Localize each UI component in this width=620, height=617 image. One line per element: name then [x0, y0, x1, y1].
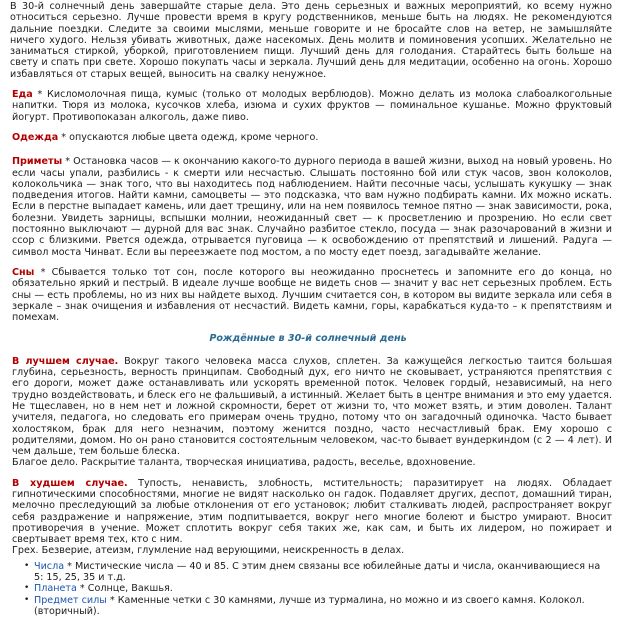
list-item-numbers: • Числа * Мистические числа — 40 и 85. С этим днем связаны все юбилейные даты и числа, оканчивающиеся на 5: 15, 25, 35 и т.д.	[24, 560, 601, 584]
omens-label: Приметы	[12, 156, 63, 168]
best-case-label: В лучшем случае.	[12, 355, 119, 367]
list-item-power-object: • Предмет силы * Каменные четки с 30 камнями, лучше из турмалина, но можно и из своего камня. Колокол. (вторичный).	[24, 594, 585, 617]
intro-paragraph: В 30-й солнечный день завершайте старые дела. Это день серьезных и важных мероприятий, ко всему нужно относиться серьезно. Лучше провести время в кругу родственников, меньше быть на людях. Не рекомендуются дальние поездки. Следите за своими мыслями, меньше говорите и не бросайте слов на ветер, не замышляйте ничего худого. Нельзя убивать животных, даже насекомых. День молитв и поминовения усопших. Желательно не заниматься стиркой, уборкой, приготовлением пищи. Лучший день для голодания. Старайтесь быть больше на свету и спать при свете. Хорошо покупать часы и зеркала. Лучший день для медитации, особенно на огонь. Хорошо избавляться от старых вещей, выносить на свалку ненужное.	[10, 1, 612, 80]
food-label: Еда	[12, 89, 33, 101]
best-case-text: Вокруг такого человека масса слухов, сплетен. За кажущейся легкостью таится большая глубина, серьезность, верность принципам. Свободный дух, его ничто не сковывает, устраняются препятствия с его дороги, может даже останавливать или ускорять временной поток. Человек гордый, независимый, на него трудно воздействовать, и блеск его не фальшивый, а истинный. Желает быть в центре внимания и это ему удается. Не тщеславен, но в нем нет и ложной скромности, берет от жизни то, что может взять, и этим доволен. Талант учителя, педагога, но следовать его примерам очень трудно, потому что он загадочный одиночка. Часто бывает холостяком, брак для него незначим, поэтому женится поздно, часто несчастливый брак. Ему хорошо с родителями, домом. Но он рано становится состоятельным человеком, час-то бывает вундеркиндом (с 2 — 4 лет). И чем дальше, тем больше блеска.	[12, 355, 612, 458]
omens-section: Приметы * Остановка часов — к окончанию какого-то дурного периода в вашей жизни, выход на новый уровень. Но если часы упали, разбились - к смерти или несчастью. Слышать постоянно бой или стук часов, звон колоколов, колокольчика — знак того, что вы находитесь под наблюдением. Найти песочные часы, услышать кукушку — знак подведения итогов. Найти камни, самоцветы — это подсказка, что вам нужно подбирать камни. Их можно искать. Если в перстне выпадает камень, или дает трещину, или на нем появилось темное пятно — знак зависимости, рока, болезни. Увидеть зарницы, вспышки молнии, неожиданный свет — к просветлению и прозрению. Но если свет постоянно выключают — дурной для вас знак. Случайно разбитое стекло, посуда — знак разочарований в жизни и ссор с близкими. Рвется одежда, отрывается пуговица — к освобождению от препятствий и лишений. Радуга — символ моста Чинват. Если вы переезжаете под мостом, а по мосту едет поезд, загадывайте желание.	[12, 156, 612, 258]
gifts-line: Благое дело. Раскрытие таланта, творческая инициатива, радость, веселье, вдохновение.	[12, 457, 476, 469]
attributes-list	[4, 561, 612, 617]
bullet-icon: •	[24, 583, 30, 594]
food-text: Кисломолочная пища, кумыс (только от молодых верблюдов). Можно делать из молока слабоалкогольные напитки. Тюря из молока, кусочков хлеба, изюма и сухих фруктов — поминальное кушанье. Можно фруктовый йогурт. Противопоказан алкоголь, даже пиво.	[12, 89, 612, 123]
omens-text: Остановка часов — к окончанию какого-то дурного периода в вашей жизни, выход на новый уровень. Но если часы упали, разбились - к смерти или несчастью. Слышать постоянно бой или стук часов, звон колоколов, колокольчика — знак того, что вы находитесь под наблюдением. Найти песочные часы, услышать кукушку — знак подведения итогов. Найти камни, самоцветы — это подсказка, что вам нужно подбирать камни. Их можно искать. Если в перстне выпадает камень, или дает трещину, или на нем появилось темное пятно — знак зависимости, рока, болезни. Увидеть зарницы, вспышки молнии, неожиданный свет — к просветлению и прозрению. Но если свет постоянно выключают — дурной для вас знак. Случайно разбитое стекло, посуда — знак разочарований в жизни и ссор с близкими. Рвется одежда, отрывается пуговица — к освобождению от препятствий и лишений. Радуга — символ моста Чинват. Если вы переезжаете под мостом, а по мосту едет поезд, загадывайте желание.	[12, 156, 612, 258]
power-object-label: Предмет силы	[34, 594, 107, 606]
bullet-icon: •	[24, 560, 30, 571]
dreams-label: Сны	[12, 266, 35, 278]
worst-case-text: Тупость, ненависть, злобность, мстительность; паразитирует на людях. Обладает гипнотическими способностями, многие не видят насколько он гадок. Подавляет других, деспот, домашний тиран, мелочно преследующий за любые отклонения от его установок; любит сталкивать людей, распространяет вокруг себя раздражение и напряжение, этим подпитывается, вокруг него многие болеют и быстро умирают. Вносит противоречия в учение. Может сплотить вокруг себя таких же, как сам, и быть их лидером, но пожирает и свертывает время тех, кто с ним.	[12, 477, 612, 546]
clothing-label: Одежда	[12, 131, 59, 143]
clothing-section: Одежда * опускаются любые цвета одежд, кроме черного.	[12, 131, 319, 143]
list-item-planet: • Планета * Солнце, Вакшья.	[24, 583, 173, 595]
numbers-text: Мистические числа — 40 и 85. С этим днем связаны все юбилейные даты и числа, оканчивающиеся на 5: 15, 25, 35 и т.д.	[34, 560, 601, 584]
food-section: Еда * Кисломолочная пища, кумыс (только от молодых верблюдов). Можно делать из молока слабоалкогольные напитки. Тюря из молока, кусочков хлеба, изюма и сухих фруктов — поминальное кушанье. Можно фруктовый йогурт. Противопоказан алкоголь, даже пиво.	[12, 89, 612, 123]
dreams-text: Сбывается только тот сон, после которого вы неожиданно проснетесь и запомните его до конца, но обязательно яркий и пестрый. В идеале лучше вообще не видеть снов — значит у вас нет серьезных проблем. Есть сны — есть проблемы, но из них вы найдете выход. Лучшим считается сон, в котором вы видите зеркала или себя в зеркале – знак очищения и избавления от несчастий. Видеть камни, горы, карабкаться куда-то – к препятствиям и помехам.	[12, 266, 612, 324]
bullet-icon: •	[24, 594, 30, 605]
worst-case-section	[4, 478, 612, 546]
clothing-text: опускаются любые цвета одежд, кроме черного.	[69, 131, 319, 143]
worst-case-label: В худшем случае.	[12, 477, 128, 489]
sin-line: Грех. Безверие, атеизм, глумление над верующими, неискренность в делах.	[12, 545, 405, 557]
born-section-title: Рождённые в 30-й солнечный день	[209, 333, 407, 345]
power-object-text: Каменные четки с 30 камнями, лучше из турмалина, но можно и из своего камня. Колокол. (вторичный).	[34, 594, 585, 617]
numbers-label: Числа	[34, 560, 65, 572]
dreams-section: Сны * Сбывается только тот сон, после которого вы неожиданно проснетесь и запомните его до конца, но обязательно яркий и пестрый. В идеале лучше вообще не видеть снов — значит у вас нет серьезных проблем. Есть сны — есть проблемы, но из них вы найдете выход. Лучшим считается сон, в котором вы видите зеркала или себя в зеркале – знак очищения и избавления от несчастий. Видеть камни, горы, карабкаться куда-то – к препятствиям и помехам.	[12, 266, 612, 324]
best-case-section	[4, 356, 612, 458]
planet-label: Планета	[34, 583, 77, 595]
planet-text: Солнце, Вакшья.	[87, 583, 173, 595]
